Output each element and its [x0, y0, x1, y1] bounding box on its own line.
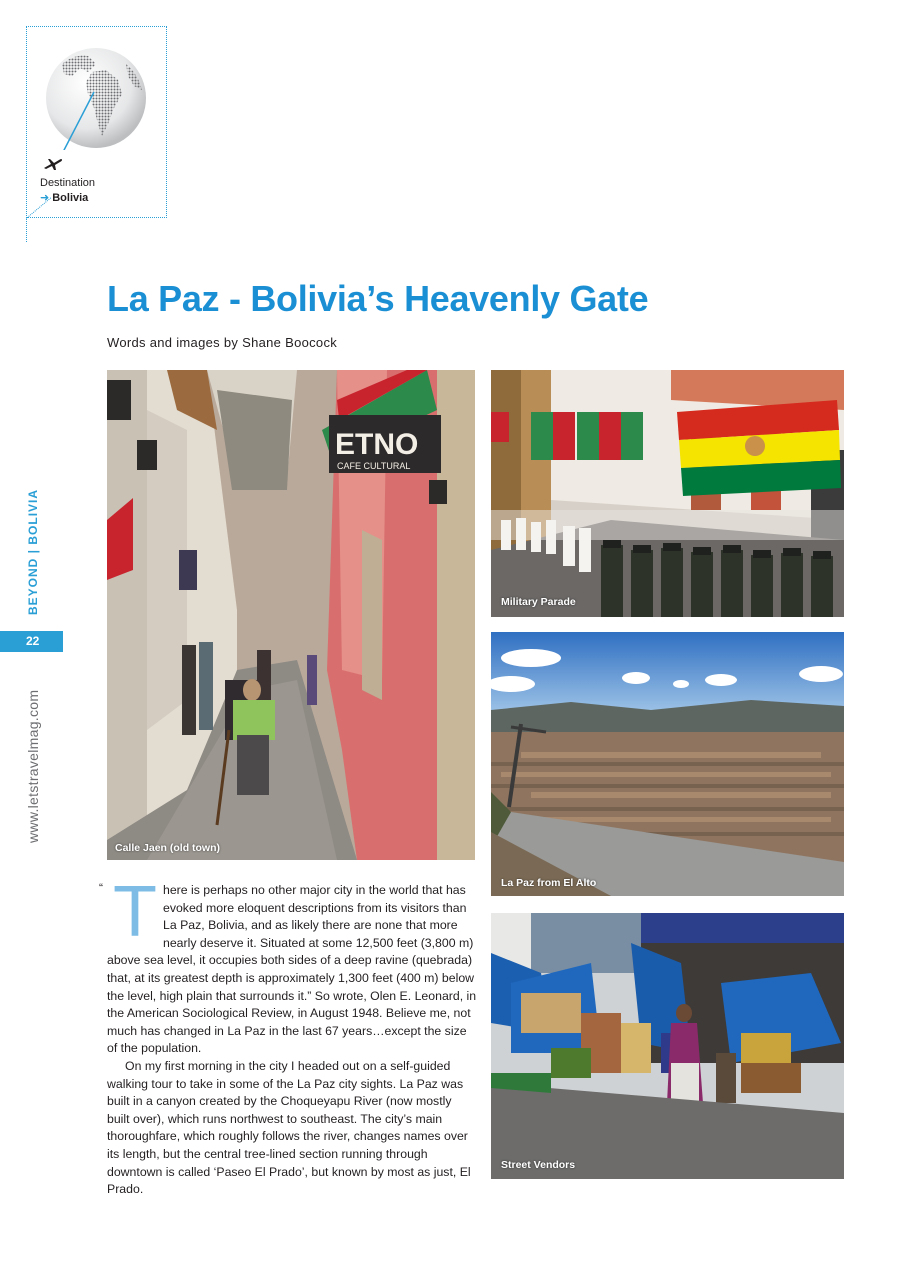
photo-street-vendors [491, 913, 844, 1179]
caption-calle-jaen: Calle Jaen (old town) [115, 842, 221, 854]
drop-cap: T [113, 872, 157, 952]
caption-la-paz-el-alto: La Paz from El Alto [501, 877, 597, 889]
section-right: BOLIVIA [26, 488, 40, 545]
website-url: www.letstravelmag.com [25, 689, 41, 843]
article-byline: Words and images by Shane Boocock [107, 335, 338, 350]
cafe-sign-sub: CAFE CULTURAL [337, 461, 411, 471]
arrow-right-icon: ➜ [40, 192, 50, 204]
article-body [99, 872, 477, 1199]
destination-frame-tail [26, 26, 27, 242]
cafe-sign-text: ETNO [335, 428, 419, 461]
page-number: 22 [26, 634, 40, 648]
photo-military-parade [491, 370, 844, 617]
destination-country-name: Bolivia [52, 192, 89, 204]
globe-icon [44, 46, 148, 150]
caption-street-vendors: Street Vendors [501, 1159, 576, 1171]
destination-label: Destination [40, 177, 96, 189]
paragraph-1: here is perhaps no other major city in the world that has evoked more eloquent descriptions from its visitors than La Paz, Bolivia, and as likely there are none that more nearly deserve it. Situated at some 12,500 feet (3,800 m) above sea level, it occupies both sides of a deep ravine (quebrada) that, at its greatest depth is approximately 1,300 feet (400 m) below the level, high plain that surrounds it.” So wrote, Olen E. Leonard, in the American Sociological Review, in August 1948. Believe me, not much has changed in La Paz in the last 67 years…except the size of the population. [107, 883, 477, 1056]
plane-icon [43, 155, 63, 171]
section-left: BEYOND [26, 557, 40, 615]
section-separator: | [26, 548, 40, 554]
destination-country [40, 191, 88, 204]
paragraph-2: On my first morning in the city I headed out on a self-guided walking tour to take in some of the La Paz city sights. La Paz was built in a canyon created by the Choqueyapu River (now mostly built over), which runs northwest to southeast. The city’s main thoroughfare, which roughly follows the river, changes names over its length, but the central tree-lined section running through downtown is called ‘Paseo El Prado’, but known by most as just, El Prado. [107, 1058, 471, 1197]
photo-la-paz-el-alto [491, 632, 844, 896]
caption-military-parade: Military Parade [501, 596, 576, 608]
opening-quote-mark: “ [99, 881, 103, 895]
first-paragraph-wrap [99, 872, 477, 1058]
section-tab [26, 489, 40, 615]
article-title: La Paz - Bolivia’s Heavenly Gate [107, 278, 649, 319]
photo-calle-jaen [107, 370, 475, 860]
